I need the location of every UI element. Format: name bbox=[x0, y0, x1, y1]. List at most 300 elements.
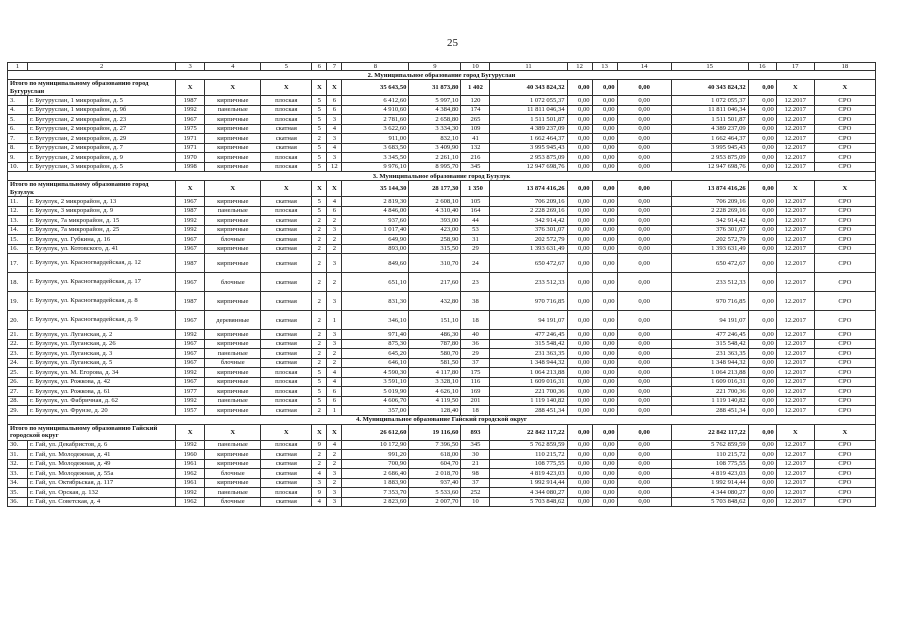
table-cell: 0,00 bbox=[748, 349, 776, 359]
table-cell: 2 bbox=[327, 235, 342, 245]
table-cell: 120 bbox=[461, 96, 490, 106]
table-cell: 0,00 bbox=[592, 478, 617, 488]
table-row bbox=[8, 216, 876, 226]
table-cell: 0,00 bbox=[592, 488, 617, 498]
table-cell: 0,00 bbox=[617, 292, 671, 311]
table-cell: 2 bbox=[327, 459, 342, 469]
table-cell: 1967 bbox=[176, 235, 205, 245]
table-cell: 0,00 bbox=[748, 244, 776, 254]
table-cell: 911,00 bbox=[342, 134, 409, 144]
table-cell: 233 512,33 bbox=[490, 273, 567, 292]
table-cell: 3 bbox=[327, 115, 342, 125]
table-cell: 5 703 848,62 bbox=[671, 497, 748, 507]
table-cell: кирпичные bbox=[205, 339, 261, 349]
total-cell: 31 873,80 bbox=[409, 80, 461, 96]
table-cell: 12.2017 bbox=[776, 440, 814, 450]
table-cell: 2 bbox=[312, 311, 327, 330]
table-row bbox=[8, 396, 876, 406]
table-cell: плоская bbox=[261, 115, 312, 125]
table-cell: 21 bbox=[461, 459, 490, 469]
table-cell: 12.2017 bbox=[776, 459, 814, 469]
table-row bbox=[8, 358, 876, 368]
table-row bbox=[8, 311, 876, 330]
table-cell: 4 bbox=[327, 377, 342, 387]
table-row bbox=[8, 406, 876, 416]
table-cell: 12.2017 bbox=[776, 134, 814, 144]
table-cell: 27. bbox=[8, 387, 28, 397]
table-cell: плоская bbox=[261, 377, 312, 387]
table-cell: 98 bbox=[461, 469, 490, 479]
table-cell: 0,00 bbox=[748, 339, 776, 349]
section-title-row bbox=[8, 71, 876, 80]
table-cell: СРО bbox=[814, 197, 875, 207]
table-row bbox=[8, 292, 876, 311]
table-cell: СРО bbox=[814, 469, 875, 479]
table-cell: 0,00 bbox=[617, 96, 671, 106]
table-cell: СРО bbox=[814, 235, 875, 245]
table-cell: 0,00 bbox=[748, 368, 776, 378]
table-cell: СРО bbox=[814, 440, 875, 450]
table-cell: 4 bbox=[312, 497, 327, 507]
table-cell: 0,00 bbox=[748, 96, 776, 106]
table-cell: 30 bbox=[461, 450, 490, 460]
table-cell: 1967 bbox=[176, 115, 205, 125]
address-cell: г. Бузулук, ул. Котовского, д. 41 bbox=[28, 244, 176, 254]
table-cell: 12.2017 bbox=[776, 497, 814, 507]
table-cell: 6 bbox=[327, 105, 342, 115]
table-cell: 0,00 bbox=[617, 206, 671, 216]
table-cell: 0,00 bbox=[617, 349, 671, 359]
table-cell: 1 609 016,31 bbox=[490, 377, 567, 387]
column-number: 13 bbox=[592, 63, 617, 71]
table-cell: 0,00 bbox=[748, 254, 776, 273]
table-cell: 1 072 055,37 bbox=[671, 96, 748, 106]
table-cell: 0,00 bbox=[592, 339, 617, 349]
table-cell: 258,90 bbox=[409, 235, 461, 245]
table-cell: 604,70 bbox=[409, 459, 461, 469]
table-cell: 2 bbox=[312, 244, 327, 254]
table-cell: 3 995 945,43 bbox=[490, 143, 567, 153]
table-cell: 4 344 080,27 bbox=[671, 488, 748, 498]
table-cell: 2 bbox=[327, 216, 342, 226]
capital-repair-table bbox=[7, 62, 876, 507]
table-cell: 706 209,16 bbox=[490, 197, 567, 207]
table-cell: 12.2017 bbox=[776, 469, 814, 479]
table-cell: 35. bbox=[8, 488, 28, 498]
total-cell: 40 343 824,32 bbox=[490, 80, 567, 96]
table-cell: 5 bbox=[312, 96, 327, 106]
table-cell: 3 bbox=[312, 478, 327, 488]
table-cell: панельные bbox=[205, 105, 261, 115]
table-cell: 0,00 bbox=[748, 273, 776, 292]
total-cell: 0,00 bbox=[748, 181, 776, 197]
table-cell: 12.2017 bbox=[776, 396, 814, 406]
table-cell: кирпичные bbox=[205, 197, 261, 207]
table-cell: 0,00 bbox=[617, 273, 671, 292]
table-cell: 1967 bbox=[176, 311, 205, 330]
table-cell: 3 bbox=[327, 254, 342, 273]
table-cell: кирпичные bbox=[205, 244, 261, 254]
table-cell: 2 bbox=[312, 225, 327, 235]
table-cell: СРО bbox=[814, 349, 875, 359]
table-cell: 1 511 501,87 bbox=[671, 115, 748, 125]
table-row bbox=[8, 115, 876, 125]
table-cell: 40 bbox=[461, 330, 490, 340]
address-cell: г. Бузулук, 2 микрорайон, д. 13 bbox=[28, 197, 176, 207]
address-cell: г. Бугуруслан, 2 микрорайон, д. 23 bbox=[28, 115, 176, 125]
table-cell: 1987 bbox=[176, 96, 205, 106]
table-cell: 0,00 bbox=[567, 206, 592, 216]
table-cell: СРО bbox=[814, 330, 875, 340]
table-cell: 646,10 bbox=[342, 358, 409, 368]
table-cell: 0,00 bbox=[592, 153, 617, 163]
table-cell: 12.2017 bbox=[776, 105, 814, 115]
table-cell: СРО bbox=[814, 478, 875, 488]
table-cell: 2 953 875,09 bbox=[671, 153, 748, 163]
table-cell: 1 609 016,31 bbox=[671, 377, 748, 387]
table-cell: 25. bbox=[8, 368, 28, 378]
table-cell: 1 064 213,88 bbox=[671, 368, 748, 378]
table-cell: 202 572,79 bbox=[490, 235, 567, 245]
table-cell: 7. bbox=[8, 134, 28, 144]
section-title-row bbox=[8, 415, 876, 424]
table-row bbox=[8, 162, 876, 172]
table-cell: скатная bbox=[261, 292, 312, 311]
table-cell: 2 bbox=[312, 406, 327, 416]
table-cell: 1998 bbox=[176, 162, 205, 172]
table-cell: 12.2017 bbox=[776, 349, 814, 359]
table-row bbox=[8, 254, 876, 273]
table-cell: 12.2017 bbox=[776, 225, 814, 235]
table-cell: 12.2017 bbox=[776, 330, 814, 340]
table-cell: 1 bbox=[327, 406, 342, 416]
address-cell: г. Гай, ул. Молодежная, д. 55а bbox=[28, 469, 176, 479]
table-cell: 0,00 bbox=[592, 469, 617, 479]
table-cell: 12.2017 bbox=[776, 244, 814, 254]
total-cell: 0,00 bbox=[567, 181, 592, 197]
table-cell: 5. bbox=[8, 115, 28, 125]
table-cell: 11. bbox=[8, 197, 28, 207]
table-cell: 1961 bbox=[176, 459, 205, 469]
column-number: 16 bbox=[748, 63, 776, 71]
table-cell: 1967 bbox=[176, 273, 205, 292]
section-title-row bbox=[8, 172, 876, 181]
table-cell: 17. bbox=[8, 254, 28, 273]
table-cell: 376 301,07 bbox=[490, 225, 567, 235]
total-label: Итого по муниципальному образованию город Бугуруслан bbox=[8, 80, 176, 96]
table-cell: 0,00 bbox=[748, 105, 776, 115]
table-cell: 937,40 bbox=[409, 478, 461, 488]
table-cell: 1987 bbox=[176, 254, 205, 273]
table-cell: 0,00 bbox=[617, 124, 671, 134]
table-cell: 0,00 bbox=[748, 311, 776, 330]
total-cell: X bbox=[776, 80, 814, 96]
table-cell: 3 683,50 bbox=[342, 143, 409, 153]
total-cell: X bbox=[176, 80, 205, 96]
table-cell: 645,20 bbox=[342, 349, 409, 359]
total-label: Итого по муниципальному образованию Гайский городской округ bbox=[8, 424, 176, 440]
table-cell: 357,00 bbox=[342, 406, 409, 416]
table-cell: СРО bbox=[814, 387, 875, 397]
table-cell: 12. bbox=[8, 206, 28, 216]
table-cell: 4 344 080,27 bbox=[490, 488, 567, 498]
table-cell: скатная bbox=[261, 134, 312, 144]
address-cell: г. Бузулук, 7а микрорайон, д. 15 bbox=[28, 216, 176, 226]
table-cell: 12.2017 bbox=[776, 153, 814, 163]
table-cell: 0,00 bbox=[592, 115, 617, 125]
address-cell: г. Бузулук, 7а микрорайон, д. 25 bbox=[28, 225, 176, 235]
total-cell: X bbox=[312, 424, 327, 440]
table-cell: 581,50 bbox=[409, 358, 461, 368]
table-cell: 0,00 bbox=[567, 134, 592, 144]
table-cell: 221 700,36 bbox=[490, 387, 567, 397]
table-cell: СРО bbox=[814, 368, 875, 378]
table-cell: 1967 bbox=[176, 349, 205, 359]
table-cell: скатная bbox=[261, 216, 312, 226]
total-cell: X bbox=[176, 181, 205, 197]
table-cell: 2 819,30 bbox=[342, 197, 409, 207]
table-cell: 5 bbox=[312, 206, 327, 216]
table-cell: 231 363,35 bbox=[671, 349, 748, 359]
table-cell: 5 bbox=[312, 115, 327, 125]
table-cell: 0,00 bbox=[592, 105, 617, 115]
table-cell: 217,60 bbox=[409, 273, 461, 292]
column-number: 3 bbox=[176, 63, 205, 71]
table-cell: 2 bbox=[312, 349, 327, 359]
table-cell: кирпичные bbox=[205, 124, 261, 134]
table-cell: 2 228 269,16 bbox=[490, 206, 567, 216]
table-cell: 5 bbox=[312, 124, 327, 134]
table-cell: 0,00 bbox=[748, 406, 776, 416]
table-cell: 1960 bbox=[176, 450, 205, 460]
table-cell: 0,00 bbox=[748, 450, 776, 460]
table-cell: 33. bbox=[8, 469, 28, 479]
table-cell: 5 997,10 bbox=[409, 96, 461, 106]
table-cell: 1967 bbox=[176, 377, 205, 387]
table-cell: кирпичные bbox=[205, 96, 261, 106]
table-cell: 0,00 bbox=[617, 440, 671, 450]
table-cell: 0,00 bbox=[567, 292, 592, 311]
table-row bbox=[8, 273, 876, 292]
column-number: 6 bbox=[312, 63, 327, 71]
total-cell: X bbox=[261, 424, 312, 440]
column-number: 9 bbox=[409, 63, 461, 71]
table-cell: кирпичные bbox=[205, 134, 261, 144]
table-cell: скатная bbox=[261, 124, 312, 134]
table-cell: 0,00 bbox=[567, 349, 592, 359]
total-cell: 0,00 bbox=[617, 80, 671, 96]
table-cell: 1 662 464,37 bbox=[671, 134, 748, 144]
table-cell: 24. bbox=[8, 358, 28, 368]
table-cell: 265 bbox=[461, 115, 490, 125]
table-cell: 0,00 bbox=[592, 143, 617, 153]
table-cell: 0,00 bbox=[617, 254, 671, 273]
table-row bbox=[8, 330, 876, 340]
table-cell: 893,00 bbox=[342, 244, 409, 254]
address-cell: г. Бузулук, ул. Луганская, д. 5 bbox=[28, 358, 176, 368]
table-cell: панельные bbox=[205, 349, 261, 359]
total-cell: X bbox=[814, 80, 875, 96]
table-cell: 12.2017 bbox=[776, 143, 814, 153]
table-cell: 315 548,42 bbox=[490, 339, 567, 349]
total-cell: 0,00 bbox=[617, 424, 671, 440]
table-cell: 28. bbox=[8, 396, 28, 406]
address-cell: г. Гай, ул. Декабристов, д. 6 bbox=[28, 440, 176, 450]
table-cell: блочные bbox=[205, 235, 261, 245]
table-cell: 0,00 bbox=[567, 96, 592, 106]
table-cell: 1987 bbox=[176, 292, 205, 311]
table-cell: 0,00 bbox=[748, 330, 776, 340]
table-cell: 37 bbox=[461, 478, 490, 488]
table-cell: 0,00 bbox=[567, 330, 592, 340]
table-cell: 5 bbox=[312, 105, 327, 115]
address-cell: г. Бугуруслан, 1 микрорайон, д. 9б bbox=[28, 105, 176, 115]
table-row bbox=[8, 478, 876, 488]
table-cell: 1992 bbox=[176, 368, 205, 378]
total-cell: 0,00 bbox=[748, 80, 776, 96]
table-cell: панельные bbox=[205, 206, 261, 216]
table-cell: 23 bbox=[461, 273, 490, 292]
table-cell: СРО bbox=[814, 134, 875, 144]
table-cell: 0,00 bbox=[617, 216, 671, 226]
table-cell: 0,00 bbox=[592, 225, 617, 235]
table-cell: 3 bbox=[327, 330, 342, 340]
table-cell: скатная bbox=[261, 311, 312, 330]
table-cell: панельные bbox=[205, 396, 261, 406]
total-cell: 28 177,30 bbox=[409, 181, 461, 197]
total-cell: 0,00 bbox=[592, 181, 617, 197]
address-cell: г. Бугуруслан, 2 микрорайон, д. 29 bbox=[28, 134, 176, 144]
total-cell: 1 350 bbox=[461, 181, 490, 197]
table-cell: 2 228 269,16 bbox=[671, 206, 748, 216]
table-cell: 0,00 bbox=[567, 197, 592, 207]
table-cell: 477 246,45 bbox=[490, 330, 567, 340]
table-cell: 2 953 875,09 bbox=[490, 153, 567, 163]
table-cell: 12.2017 bbox=[776, 387, 814, 397]
table-cell: кирпичные bbox=[205, 478, 261, 488]
table-cell: 0,00 bbox=[617, 459, 671, 469]
address-cell: г. Бузулук, ул. Луганская, д. 2 bbox=[28, 330, 176, 340]
table-cell: 2 bbox=[312, 339, 327, 349]
table-cell: 0,00 bbox=[592, 330, 617, 340]
table-cell: 1992 bbox=[176, 225, 205, 235]
table-cell: 12.2017 bbox=[776, 254, 814, 273]
table-cell: 971,40 bbox=[342, 330, 409, 340]
table-cell: СРО bbox=[814, 254, 875, 273]
table-cell: деревянные bbox=[205, 311, 261, 330]
table-cell: 991,20 bbox=[342, 450, 409, 460]
table-cell: 2 bbox=[312, 216, 327, 226]
table-cell: 6 412,60 bbox=[342, 96, 409, 106]
table-cell: плоская bbox=[261, 162, 312, 172]
address-cell: г. Гай, ул. Орская, д. 132 bbox=[28, 488, 176, 498]
table-cell: 0,00 bbox=[567, 396, 592, 406]
table-cell: 6. bbox=[8, 124, 28, 134]
table-cell: 108 775,55 bbox=[490, 459, 567, 469]
table-cell: 2 bbox=[312, 134, 327, 144]
table-cell: 19. bbox=[8, 292, 28, 311]
table-cell: СРО bbox=[814, 96, 875, 106]
table-cell: 1961 bbox=[176, 478, 205, 488]
table-cell: 5 bbox=[312, 153, 327, 163]
table-cell: 0,00 bbox=[567, 406, 592, 416]
table-cell: 0,00 bbox=[748, 197, 776, 207]
table-cell: СРО bbox=[814, 497, 875, 507]
table-cell: 0,00 bbox=[592, 450, 617, 460]
table-cell: 0,00 bbox=[567, 469, 592, 479]
table-cell: 1967 bbox=[176, 358, 205, 368]
table-cell: 1987 bbox=[176, 206, 205, 216]
table-cell: 0,00 bbox=[617, 387, 671, 397]
table-cell: 5 762 859,59 bbox=[490, 440, 567, 450]
table-cell: кирпичные bbox=[205, 459, 261, 469]
table-cell: 0,00 bbox=[617, 162, 671, 172]
table-cell: 0,00 bbox=[592, 387, 617, 397]
total-cell: X bbox=[312, 80, 327, 96]
table-cell: 4. bbox=[8, 105, 28, 115]
table-row bbox=[8, 124, 876, 134]
table-row bbox=[8, 469, 876, 479]
table-cell: 32. bbox=[8, 459, 28, 469]
table-cell: 24 bbox=[461, 254, 490, 273]
table-cell: 0,00 bbox=[617, 497, 671, 507]
table-cell: СРО bbox=[814, 124, 875, 134]
table-cell: 8 995,70 bbox=[409, 162, 461, 172]
table-cell: 109 bbox=[461, 124, 490, 134]
total-cell: 0,00 bbox=[617, 181, 671, 197]
table-cell: 937,60 bbox=[342, 216, 409, 226]
table-cell: 21. bbox=[8, 330, 28, 340]
table-cell: 0,00 bbox=[748, 134, 776, 144]
table-cell: плоская bbox=[261, 440, 312, 450]
table-cell: 38 bbox=[461, 292, 490, 311]
table-cell: 0,00 bbox=[592, 459, 617, 469]
table-cell: 11 811 046,34 bbox=[671, 105, 748, 115]
table-cell: 12.2017 bbox=[776, 292, 814, 311]
table-cell: 6 bbox=[327, 96, 342, 106]
table-cell: 4 119,50 bbox=[409, 396, 461, 406]
table-cell: скатная bbox=[261, 143, 312, 153]
table-cell: СРО bbox=[814, 292, 875, 311]
address-cell: г. Гай, ул. Советская, д. 4 bbox=[28, 497, 176, 507]
table-cell: 9 976,10 bbox=[342, 162, 409, 172]
table-cell: 2 bbox=[327, 244, 342, 254]
table-cell: 44 bbox=[461, 216, 490, 226]
table-cell: 0,00 bbox=[748, 162, 776, 172]
table-cell: 970 716,85 bbox=[490, 292, 567, 311]
total-cell: 13 874 416,26 bbox=[490, 181, 567, 197]
table-cell: скатная bbox=[261, 450, 312, 460]
table-cell: СРО bbox=[814, 459, 875, 469]
table-cell: 2 bbox=[312, 254, 327, 273]
table-cell: 0,00 bbox=[617, 406, 671, 416]
table-cell: 3 bbox=[327, 153, 342, 163]
table-cell: 0,00 bbox=[592, 440, 617, 450]
table-cell: 201 bbox=[461, 396, 490, 406]
table-cell: 1 393 631,49 bbox=[490, 244, 567, 254]
table-cell: 0,00 bbox=[617, 225, 671, 235]
table-cell: скатная bbox=[261, 406, 312, 416]
address-cell: г. Бузулук, ул. Луганская, д. 3 bbox=[28, 349, 176, 359]
table-cell: 700,90 bbox=[342, 459, 409, 469]
table-cell: 0,00 bbox=[748, 115, 776, 125]
table-cell: 346,10 bbox=[342, 311, 409, 330]
table-cell: 0,00 bbox=[567, 450, 592, 460]
table-row bbox=[8, 96, 876, 106]
column-number: 18 bbox=[814, 63, 875, 71]
table-cell: 30. bbox=[8, 440, 28, 450]
total-cell: 26 612,60 bbox=[342, 424, 409, 440]
